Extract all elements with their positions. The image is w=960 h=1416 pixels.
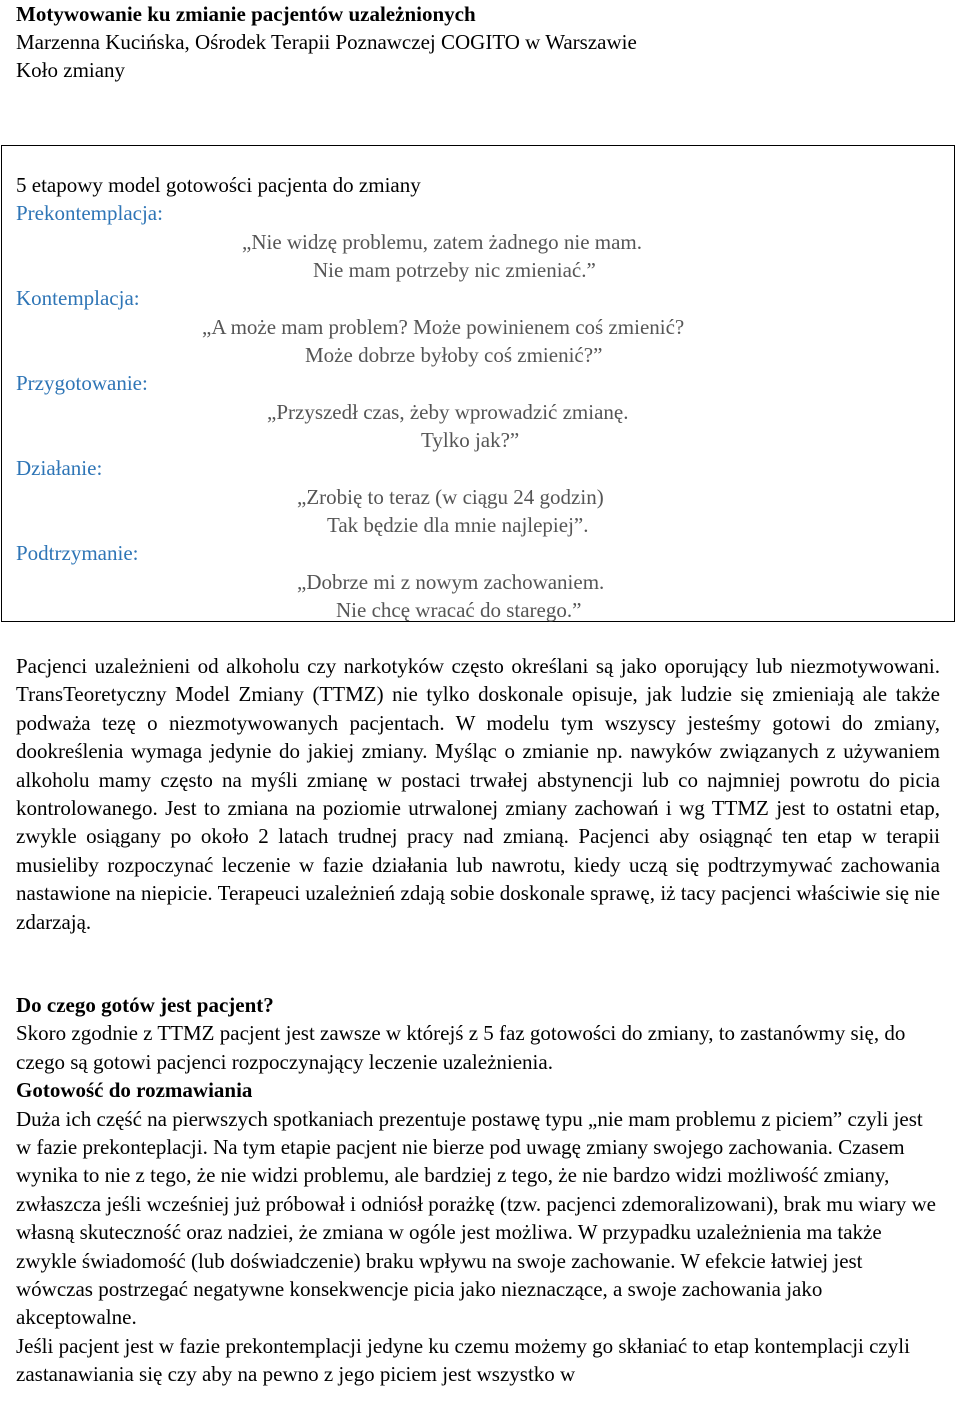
stage-label-maintenance: Podtrzymanie: [16,541,139,565]
article-body [16,652,940,936]
stage-quote-action-1: „Zrobię to teraz (w ciągu 24 godzin) [297,485,604,509]
stages-model-box [1,145,955,622]
article-section-readiness [16,991,940,1389]
stage-label-contemplation: Kontemplacja: [16,286,140,310]
section-title: Koło zmiany [16,58,126,82]
stage-quote-preparation-1: „Przyszedł czas, żeby wprowadzić zmianę. [267,400,629,424]
stage-quote-maintenance-1: „Dobrze mi z nowym zachowaniem. [297,570,605,594]
document-header [16,0,946,84]
paragraph-precontemplation: Jeśli pacjent jest w fazie prekontemplacji jedyne ku czemu możemy go skłaniać to etap kontemplacji czyli zastanawiania się czy aby na pewno z jego piciem jest wszystko w [16,1333,910,1387]
stage-quote-maintenance-2: Nie chcę wracać do starego.” [336,598,582,622]
author-line: Marzenna Kucińska, Ośrodek Terapii Poznawczej COGITO w Warszawie [16,30,637,54]
document-title: Motywowanie ku zmianie pacjentów uzależnionych [16,2,476,26]
stage-label-action: Działanie: [16,456,103,480]
section-heading-talking: Gotowość do rozmawiania [16,1078,253,1103]
stage-label-preparation: Przygotowanie: [16,371,148,395]
section-heading-readiness: Do czego gotów jest pacjent? [16,993,274,1017]
paragraph-intro: Pacjenci uzależnieni od alkoholu czy narkotyków często określani są jako oporujący lub niezmotywowani. TransTeoretyczny Model Zmiany (TTMZ) nie tylko doskonale opisuje, jak ludzie się zmieniają ale także podważa tezę o niezmotywowanych pacjentach. W modelu tym wszyscy jesteśmy gotowi do zmiany, dookreślenia wymaga jedynie do jakiej zmiany. Myśląc o zmianie np. nawyków związanych z używaniem alkoholu mamy często na myśli zmianę w postaci trwałej abstynencji lub co najmniej powrotu do picia kontrolowanego. Jest to zmiana na poziomie utrwalonej zmiany zachowań i wg TTMZ jest to ostatni etap, zwykle osiągany po około 2 latach trudnej pracy nad zmianą. Pacjenci aby osiągnąć ten etap w terapii musieliby rozpoczynać leczenie w fazie działania lub nawrotu, kiedy uczą się podtrzymywać zachowania nastawione na niepicie. Terapeuci uzależnień zdają sobie doskonale sprawę, iż tacy pacjenci właściwie się nie zdarzają. [16,654,940,934]
stage-quote-precontemplation-2: Nie mam potrzeby nic zmieniać.” [313,258,596,282]
stage-quote-action-2: Tak będzie dla mnie najlepiej”. [327,513,589,537]
stage-quote-contemplation-2: Może dobrze byłoby coś zmienić?” [305,343,603,367]
stage-quote-contemplation-1: „A może mam problem? Może powinienem coś zmienić? [202,315,685,339]
stage-quote-preparation-2: Tylko jak?” [421,428,520,452]
paragraph-talking: Duża ich część na pierwszych spotkaniach prezentuje postawę typu „nie mam problemu z piciem” czyli jest w fazie prekonteplacji. Na tym etapie pacjent nie bierze pod uwagę zmiany swojego zachowania. Czasem wynika to nie z tego, że nie widzi problemu, ale bardziej z tego, że nie bardzo widzi możliwość zmiany, zwłaszcza jeśli wcześniej już próbował i odniósł porażkę (tzw. pacjenci zdemoralizowani), brak mu wiary we własną skuteczność oraz nadziei, że zmiana w ogóle jest możliwa. W przypadku uzależnienia ma także zwykle świadomość (lub doświadczenie) braku wpływu na swoje zachowanie. W efekcie łatwiej jest wówczas postrzegać negatywne konsekwencje picia jako nieznaczące, a swoje zachowania jako akceptowalne. [16,1106,936,1330]
stage-label-precontemplation: Prekontemplacja: [16,201,163,225]
model-heading: 5 etapowy model gotowości pacjenta do zmiany [16,173,421,197]
stage-quote-precontemplation-1: „Nie widzę problemu, zatem żadnego nie mam. [242,230,643,254]
paragraph-readiness: Skoro zgodnie z TTMZ pacjent jest zawsze w którejś z 5 faz gotowości do zmiany, to zastanówmy się, do czego są gotowi pacjenci rozpoczynający leczenie uzależnienia. [16,1021,906,1074]
